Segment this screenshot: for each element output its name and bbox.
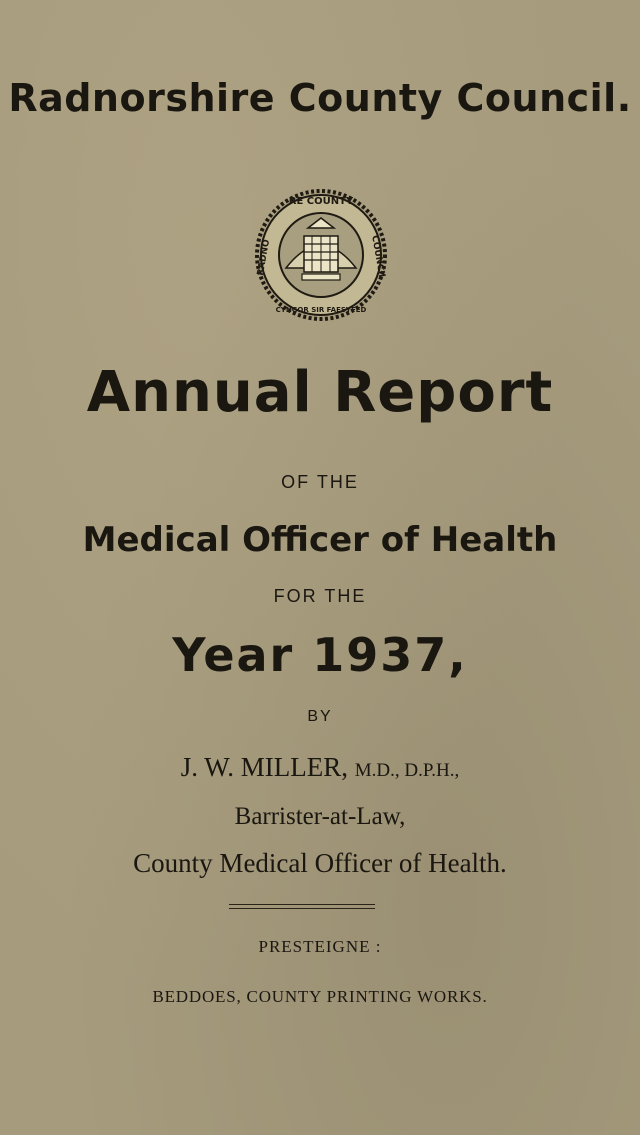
by-label: BY — [307, 708, 333, 725]
imprint-place: PRESTEIGNE : — [258, 937, 382, 956]
author-name: J. W. MILLER, — [180, 752, 348, 782]
imprint-printer: BEDDOES, COUNTY PRINTING WORKS. — [152, 987, 488, 1006]
svg-text:RE COUNTY: RE COUNTY — [288, 196, 354, 207]
report-subject: Medical Officer of Health — [82, 520, 558, 560]
county-seal-icon — [246, 188, 396, 322]
divider-rule-top — [229, 904, 375, 905]
for-the-label: FOR THE — [273, 586, 367, 606]
author-degrees: M.D., D.P.H., — [354, 760, 460, 781]
svg-text:CYNGOR SIR FAESYFED: CYNGOR SIR FAESYFED — [275, 306, 367, 314]
author-position: County Medical Officer of Health. — [133, 848, 507, 878]
report-title: Annual Report — [86, 360, 554, 425]
author-qualification: Barrister-at-Law, — [234, 803, 406, 830]
of-the-label: OF THE — [281, 472, 359, 492]
divider-rule-bottom — [229, 908, 375, 909]
report-year: Year 1937, — [172, 628, 468, 682]
svg-text:COUNCIL: COUNCIL — [369, 234, 387, 281]
author-line — [0, 752, 640, 783]
svg-text:RADNO: RADNO — [255, 238, 273, 277]
council-heading: Radnorshire County Council. — [8, 76, 632, 120]
